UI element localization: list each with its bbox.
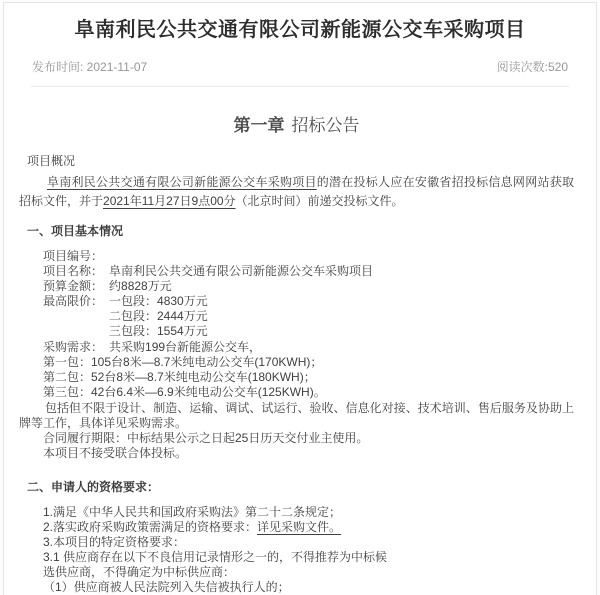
field-demand	[43, 340, 574, 355]
qualification-item-2-text: 2.落实政府采购政策需满足的资格要求：	[43, 520, 258, 534]
page-title: 阜南利民公共交通有限公司新能源公交车采购项目	[74, 19, 526, 41]
price-cap-lot2: 二包段：2444万元	[109, 309, 208, 323]
overview-text-tail: （北京时间）前递交投标文件。	[235, 194, 404, 208]
publish-time: 发布时间: 2021-11-07	[32, 60, 148, 74]
header-divider	[31, 86, 569, 87]
field-value: 阜南利民公共交通有限公司新能源公交车采购项目	[109, 264, 374, 278]
qualification-item-2	[43, 520, 574, 535]
package-1-line: 第一包：105台8米—8.7米纯电动公交车(170KWH)；	[43, 355, 323, 369]
package-3-line: 第三包：42台6.4米—6.9米纯电动公交车(125KWH)。	[43, 385, 326, 399]
see-procurement-doc-underlined: 详见采购文件。	[257, 520, 342, 534]
overview-text: 的潜在投标人应在安徽省招投标信息网网站获取招标文件，并于	[19, 175, 574, 208]
field-value: 一包段：4830万元	[109, 294, 208, 308]
field-label: 预算金额：	[43, 279, 104, 293]
qualification-item-3-1-sub1: （1）供应商被人民法院列入失信被执行人的；	[43, 580, 290, 594]
qualification-item-3: 3.本项目的特定资格要求：	[43, 535, 186, 549]
contract-term-line: 合同履行期限：中标结果公示之日起25日历天交付业主使用。	[43, 431, 369, 445]
package-2-line: 第二包：52台8米—8.7米纯电动公交车(180KWH)；	[43, 370, 316, 384]
chapter-heading	[19, 115, 574, 137]
consortium-line: 本项目不接受联合体投标。	[43, 446, 188, 460]
overview-paragraph	[19, 173, 574, 211]
deadline-underlined: 2021年11月27日9点00分	[103, 194, 236, 208]
field-value: 共采购199台新能源公交车，	[109, 340, 262, 354]
qualification-block	[19, 505, 574, 595]
field-project-no	[43, 249, 574, 264]
meta-row	[4, 58, 596, 75]
field-budget	[43, 279, 574, 294]
field-value: 约8828万元	[109, 279, 172, 293]
announcement-card	[3, 2, 597, 595]
chapter-name: 招标公告	[291, 116, 360, 136]
field-label: 最高限价：	[43, 294, 104, 308]
chapter-number: 第一章	[233, 116, 285, 136]
scope-paragraph: 包括但不限于设计、制造、运输、调试、试运行、验收、信息化对接、技术培训、售后服务及协助上牌等工作，具体详见采购需求。	[19, 401, 574, 430]
basic-info-block	[19, 249, 574, 461]
qualification-item-3-1-line1: 3.1 供应商存在以下不良信用记录情形之一的，不得推荐为中标候	[43, 550, 388, 564]
field-project-name	[43, 264, 574, 279]
price-cap-lot3: 三包段：1554万元	[109, 324, 208, 338]
announcement-body	[4, 115, 596, 595]
section-2-heading: 二、申请人的资格要求：	[27, 480, 160, 494]
qualification-item-1: 1.满足《中华人民共和国政府采购法》第二十二条规定；	[43, 505, 342, 519]
field-label: 采购需求：	[43, 340, 104, 354]
read-count: 阅读次数:520	[496, 60, 568, 74]
section-1-heading: 一、项目基本情况	[27, 224, 124, 238]
qualification-item-3-1-line2: 选供应商，不得确定为中标供应商：	[43, 565, 236, 579]
field-label: 项目编号：	[43, 249, 104, 263]
field-price-cap	[43, 294, 574, 309]
project-name-underlined: 阜南利民公共交通有限公司新能源公交车采购项目	[47, 175, 317, 189]
field-label: 项目名称：	[43, 264, 104, 278]
overview-heading: 项目概况	[27, 154, 76, 168]
